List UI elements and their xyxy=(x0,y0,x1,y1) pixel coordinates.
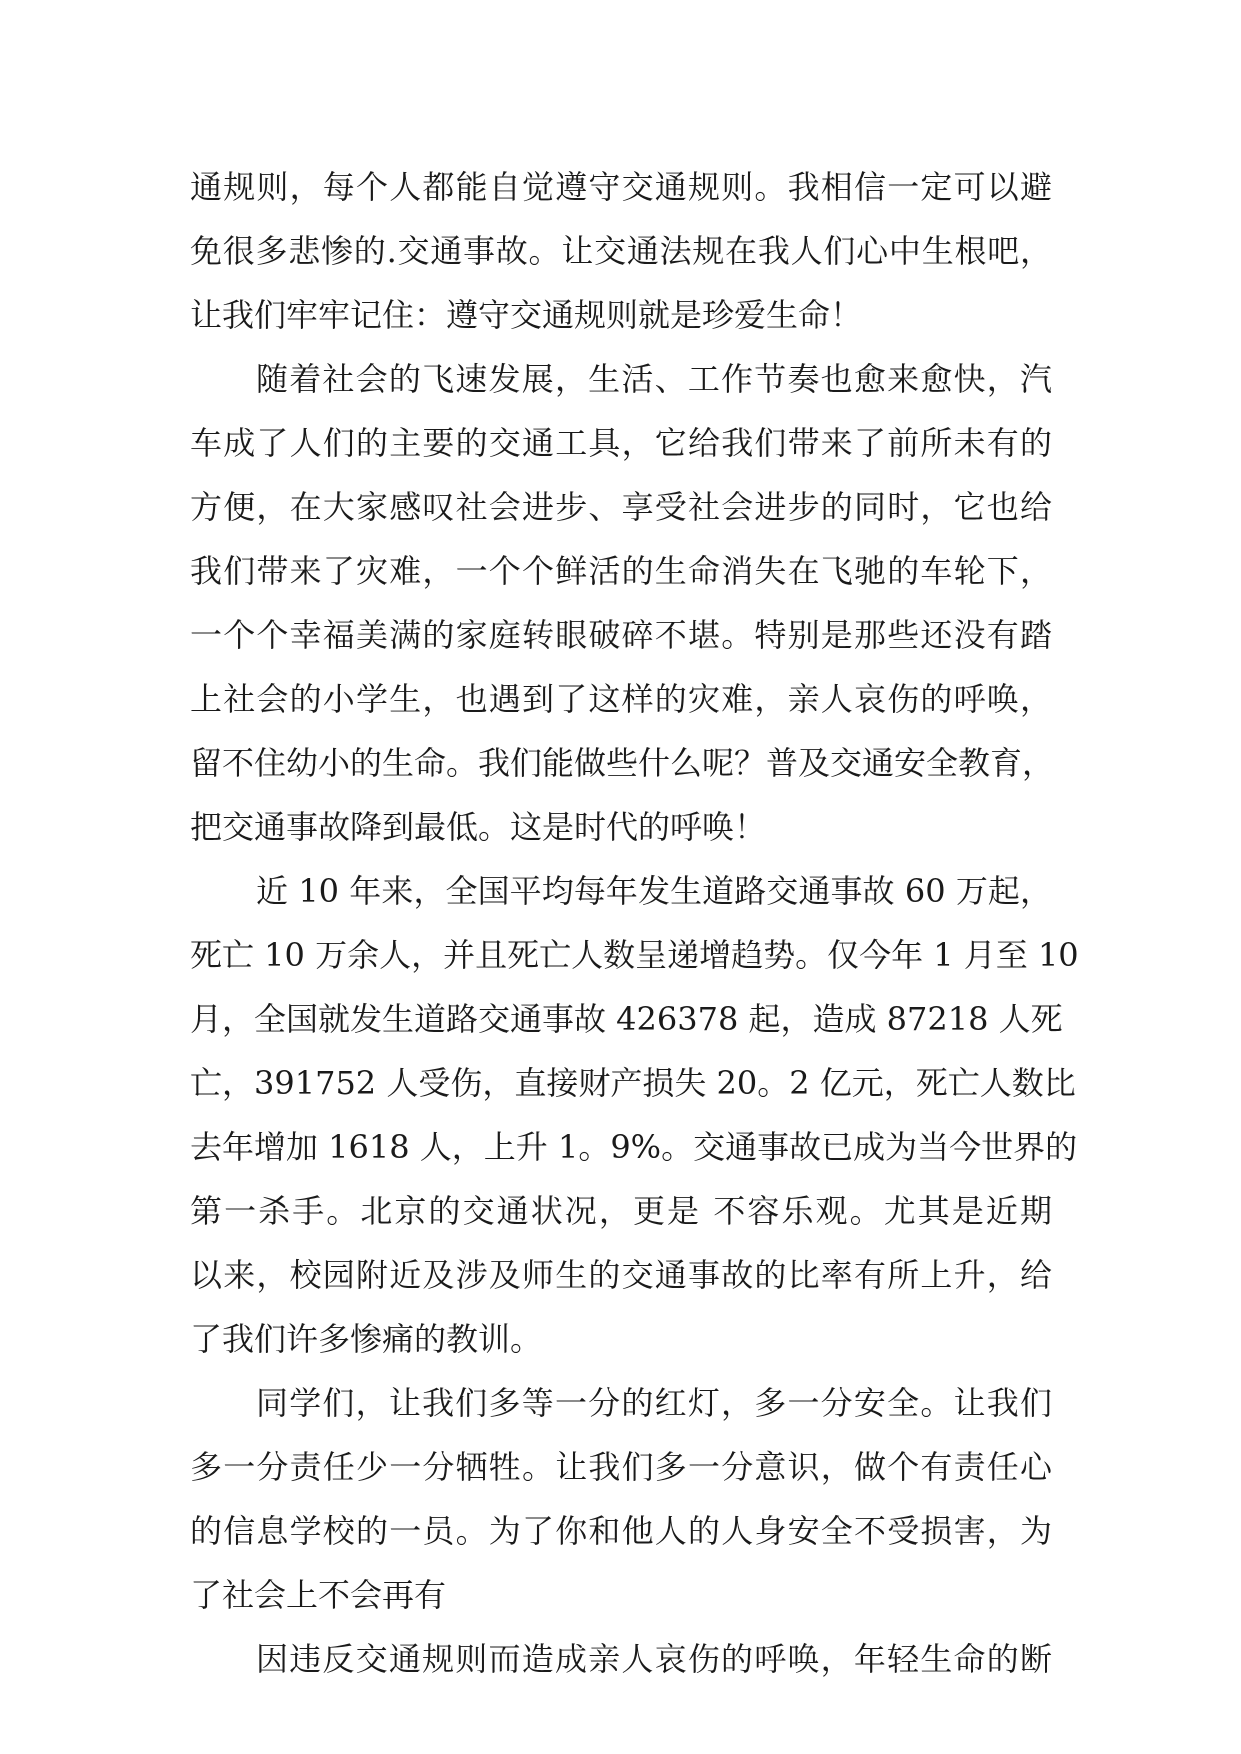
text-line: 亡，391752 人受伤，直接财产损失 20。2 亿元，死亡人数比 xyxy=(190,1064,1076,1102)
text-line: 多一分责任少一分牺牲。让我们多一分意识，做个有责任心 xyxy=(190,1448,1052,1486)
text-line: 留不住幼小的生命。我们能做些什么呢？普及交通安全教育， xyxy=(190,744,1055,782)
text-line: 去年增加 1618 人，上升 1。9%。交通事故已成为当今世界的 xyxy=(190,1128,1078,1166)
text-line: 了社会上不会再有 xyxy=(190,1576,447,1614)
paragraph xyxy=(190,859,1079,1371)
text-line: 了我们许多惨痛的教训。 xyxy=(190,1320,543,1358)
text-line: 通规则，每个人都能自觉遵守交通规则。我相信一定可以避 xyxy=(190,168,1052,206)
text-line: 把交通事故降到最低。这是时代的呼唤！ xyxy=(190,808,767,846)
text-line: 月，全国就发生道路交通事故 426378 起，造成 87218 人死 xyxy=(190,1000,1063,1038)
paragraph xyxy=(190,1371,1052,1627)
paragraph xyxy=(190,1627,1052,1691)
text-line: 近 10 年来，全国平均每年发生道路交通事故 60 万起， xyxy=(256,872,1052,910)
paragraph xyxy=(190,155,1052,347)
text-line: 死亡 10 万余人，并且死亡人数呈递增趋势。仅今年 1 月至 10 xyxy=(190,936,1079,974)
text-line: 的信息学校的一员。为了你和他人的人身安全不受损害，为 xyxy=(190,1512,1052,1550)
text-line: 车成了人们的主要的交通工具，它给我们带来了前所未有的 xyxy=(190,424,1052,462)
text-line: 一个个幸福美满的家庭转眼破碎不堪。特别是那些还没有踏 xyxy=(190,616,1052,654)
text-line: 因违反交通规则而造成亲人哀伤的呼唤，年轻生命的断 xyxy=(256,1640,1052,1678)
paragraph xyxy=(190,347,1055,859)
text-line: 上社会的小学生，也遇到了这样的灾难，亲人哀伤的呼唤， xyxy=(190,680,1052,718)
text-line: 我们带来了灾难，一个个鲜活的生命消失在飞驰的车轮下， xyxy=(190,552,1052,590)
text-line: 免很多悲惨的.交通事故。让交通法规在我人们心中生根吧， xyxy=(190,232,1052,270)
text-line: 让我们牢牢记住：遵守交通规则就是珍爱生命！ xyxy=(190,296,863,334)
document-body xyxy=(190,155,1079,1691)
text-line: 方便，在大家感叹社会进步、享受社会进步的同时，它也给 xyxy=(190,488,1052,526)
text-line: 以来，校园附近及涉及师生的交通事故的比率有所上升，给 xyxy=(190,1256,1052,1294)
text-line: 随着社会的飞速发展，生活、工作节奏也愈来愈快，汽 xyxy=(256,360,1052,398)
text-line: 第一杀手。北京的交通状况，更是 不容乐观。尤其是近期 xyxy=(190,1192,1052,1230)
text-line: 同学们，让我们多等一分的红灯，多一分安全。让我们 xyxy=(256,1384,1052,1422)
